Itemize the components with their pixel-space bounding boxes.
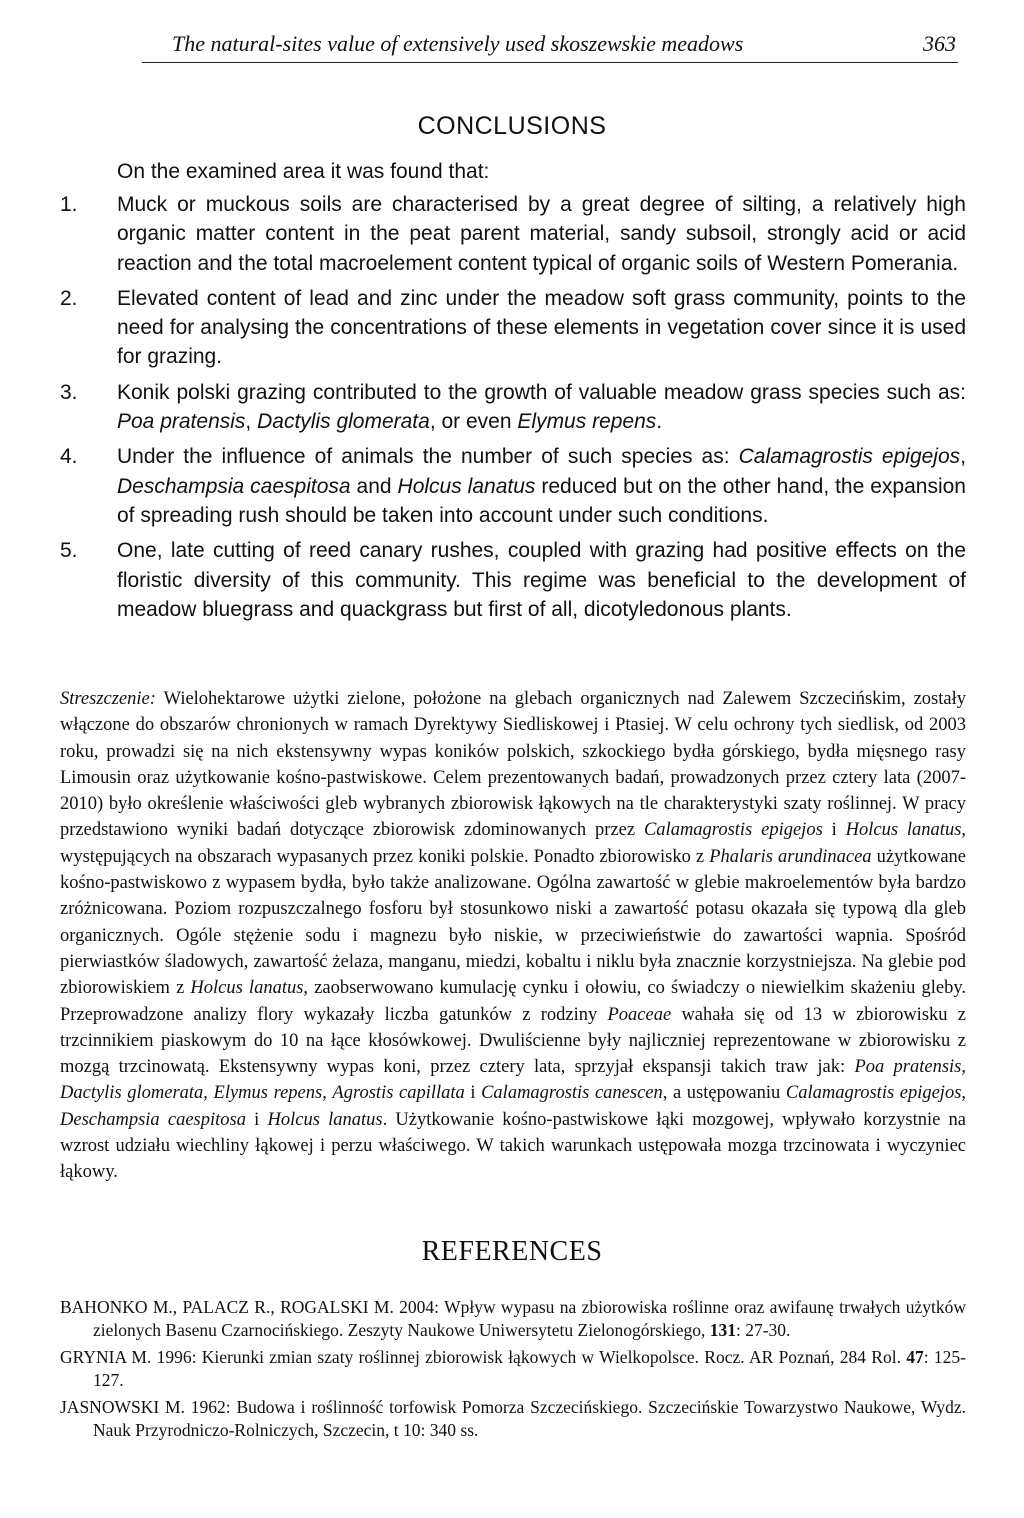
conclusion-item <box>60 190 966 278</box>
conclusion-item <box>60 536 966 624</box>
abstract-label: Streszczenie: <box>60 689 156 709</box>
conclusion-item <box>60 378 966 437</box>
conclusion-text: One, late cutting of reed canary rushes, coupled with grazing had positive effects on the floristic diversity of this community. This regime was beneficial to the development of meadow bluegrass and quackgrass but first of all, dicotyledonous plants. <box>117 539 966 621</box>
conclusion-number: 1. <box>60 193 78 216</box>
running-head <box>142 30 958 63</box>
conclusion-text: Under the influence of animals the number of such species as: Calamagrostis epigejos, Deschampsia caespitosa and Holcus lanatus reduced but on the other hand, the expansion of spreading rush should be taken into account under such conditions. <box>117 445 966 527</box>
reference-item: JASNOWSKI M. 1962: Budowa i roślinność torfowisk Pomorza Szczecińskiego. Szczecińskie Towarzystwo Naukowe, Wydz. Nauk Przyrodniczo-Rolniczych, Szczecin, t 10: 340 ss. <box>60 1397 966 1440</box>
conclusion-text: Konik polski grazing contributed to the growth of valuable meadow grass species such as: Poa pratensis, Dactylis glomerata, or even Elymus repens. <box>117 380 966 434</box>
conclusion-item <box>60 442 966 530</box>
conclusion-number: 5. <box>60 539 78 563</box>
references-list <box>60 1296 966 1446</box>
conclusion-number: 4. <box>60 445 78 469</box>
conclusions-heading: CONCLUSIONS <box>417 112 607 140</box>
conclusion-number: 2. <box>60 286 78 310</box>
conclusions-intro: On the examined area it was found that: <box>117 160 490 183</box>
abstract-text: Wielohektarowe użytki zielone, położone na glebach organicznych nad Zalewem Szczecińskim, zostały włączone do obszarów chronionych w ramach Dyrektywy Siedliskowej i Ptasiej. W celu ochrony tych siedlisk, od 2003 roku, prowadzi się na nich ekstensywny wypas koników polskich, szkockiego bydła górskiego, bydła mięsnego rasy Limousin oraz użytkowanie kośno-pastwiskowe. Celem prezentowanych badań, prowadzonych przez cztery lata (2007-2010) było określenie właściwości gleb wybranych zbiorowisk łąkowych na tle charakterystyki szaty roślinnej. W pracy przedstawiono wyniki badań dotyczące zbiorowisk zdominowanych przez Calamagrostis epigejos i Holcus lanatus, występujących na obszarach wypasanych przez koniki polskie. Ponadto zbiorowisko z Phalaris arundinacea użytkowane kośno-pastwiskowo z wypasem bydła, było także analizowane. Ogólna zawartość w glebie makroelementów była bardzo zróżnicowana. Poziom rozpuszczalnego fosforu był stosunkowo niski a zawartość potasu okazała się typową dla gleb organicznych. Ogóle stężenie sodu i magnezu było niskie, w przeciwieństwie do zawartości wapnia. Spośród pierwiastków śladowych, zawartość żelaza, manganu, miedzi, kobaltu i niklu była znacznie korzystniejsza. Na glebie pod zbiorowiskiem z Holcus lanatus, zaobserwowano kumulację cynku i ołowiu, co świadczy o niewielkim skażeniu gleby. Przeprowadzone analizy flory wykazały liczba gatunków z rodziny Poaceae wahała się od 13 w zbiorowisku z trzcinnikiem piaskowym do 10 na łące kłosówkowej. Dwuliścienne były najliczniej reprezentowane w zbiorowisku z mozgą trzcinowatą. Ekstensywny wypas koni, przez cztery lata, sprzyjał ekspansji takich traw jak: Poa pratensis, Dactylis glomerata, Elymus repens, Agrostis capillata i Calamagrostis canescen, a ustępowaniu Calamagrostis epigejos, Deschampsia caespitosa i Holcus lanatus. Użytkowanie kośno-pastwiskowe łąki mozgowej, wpływało korzystnie na wzrost udziału wiechliny łąkowej i perzu właściwego. W takich warunkach ustępowała mozga trzcinowata i wyczyniec łąkowy. <box>60 689 967 1183</box>
conclusion-text: Muck or muckous soils are characterised by a great degree of silting, a relatively high organic matter content in the peat parent material, sandy subsoil, strongly acid or acid reaction and the total macroelement content typical of organic soils of Western Pomerania. <box>117 193 966 275</box>
conclusion-number: 3. <box>60 380 78 404</box>
page-number: 363 <box>923 31 956 56</box>
abstract-paragraph <box>60 686 966 1186</box>
conclusion-item <box>60 284 966 372</box>
running-title: The natural-sites value of extensively used skoszewskie meadows <box>172 31 744 56</box>
references-heading: REFERENCES <box>421 1236 603 1267</box>
conclusion-text: Elevated content of lead and zinc under the meadow soft grass community, points to the need for analysing the concentrations of these elements in vegetation cover since it is used for grazing. <box>117 286 966 369</box>
reference-item: GRYNIA M. 1996: Kierunki zmian szaty roślinnej zbiorowisk łąkowych w Wielkopolsce. Rocz. AR Poznań, 284 Rol. 47: 125-127. <box>60 1347 966 1390</box>
reference-item: BAHONKO M., PALACZ R., ROGALSKI M. 2004: Wpływ wypasu na zbiorowiska roślinne oraz awifaunę trwałych użytków zielonych Basenu Czarnocińskiego. Zeszyty Naukowe Uniwersytetu Zielonogórskiego, 131: 27-30. <box>60 1297 966 1340</box>
conclusions-list <box>60 190 966 630</box>
